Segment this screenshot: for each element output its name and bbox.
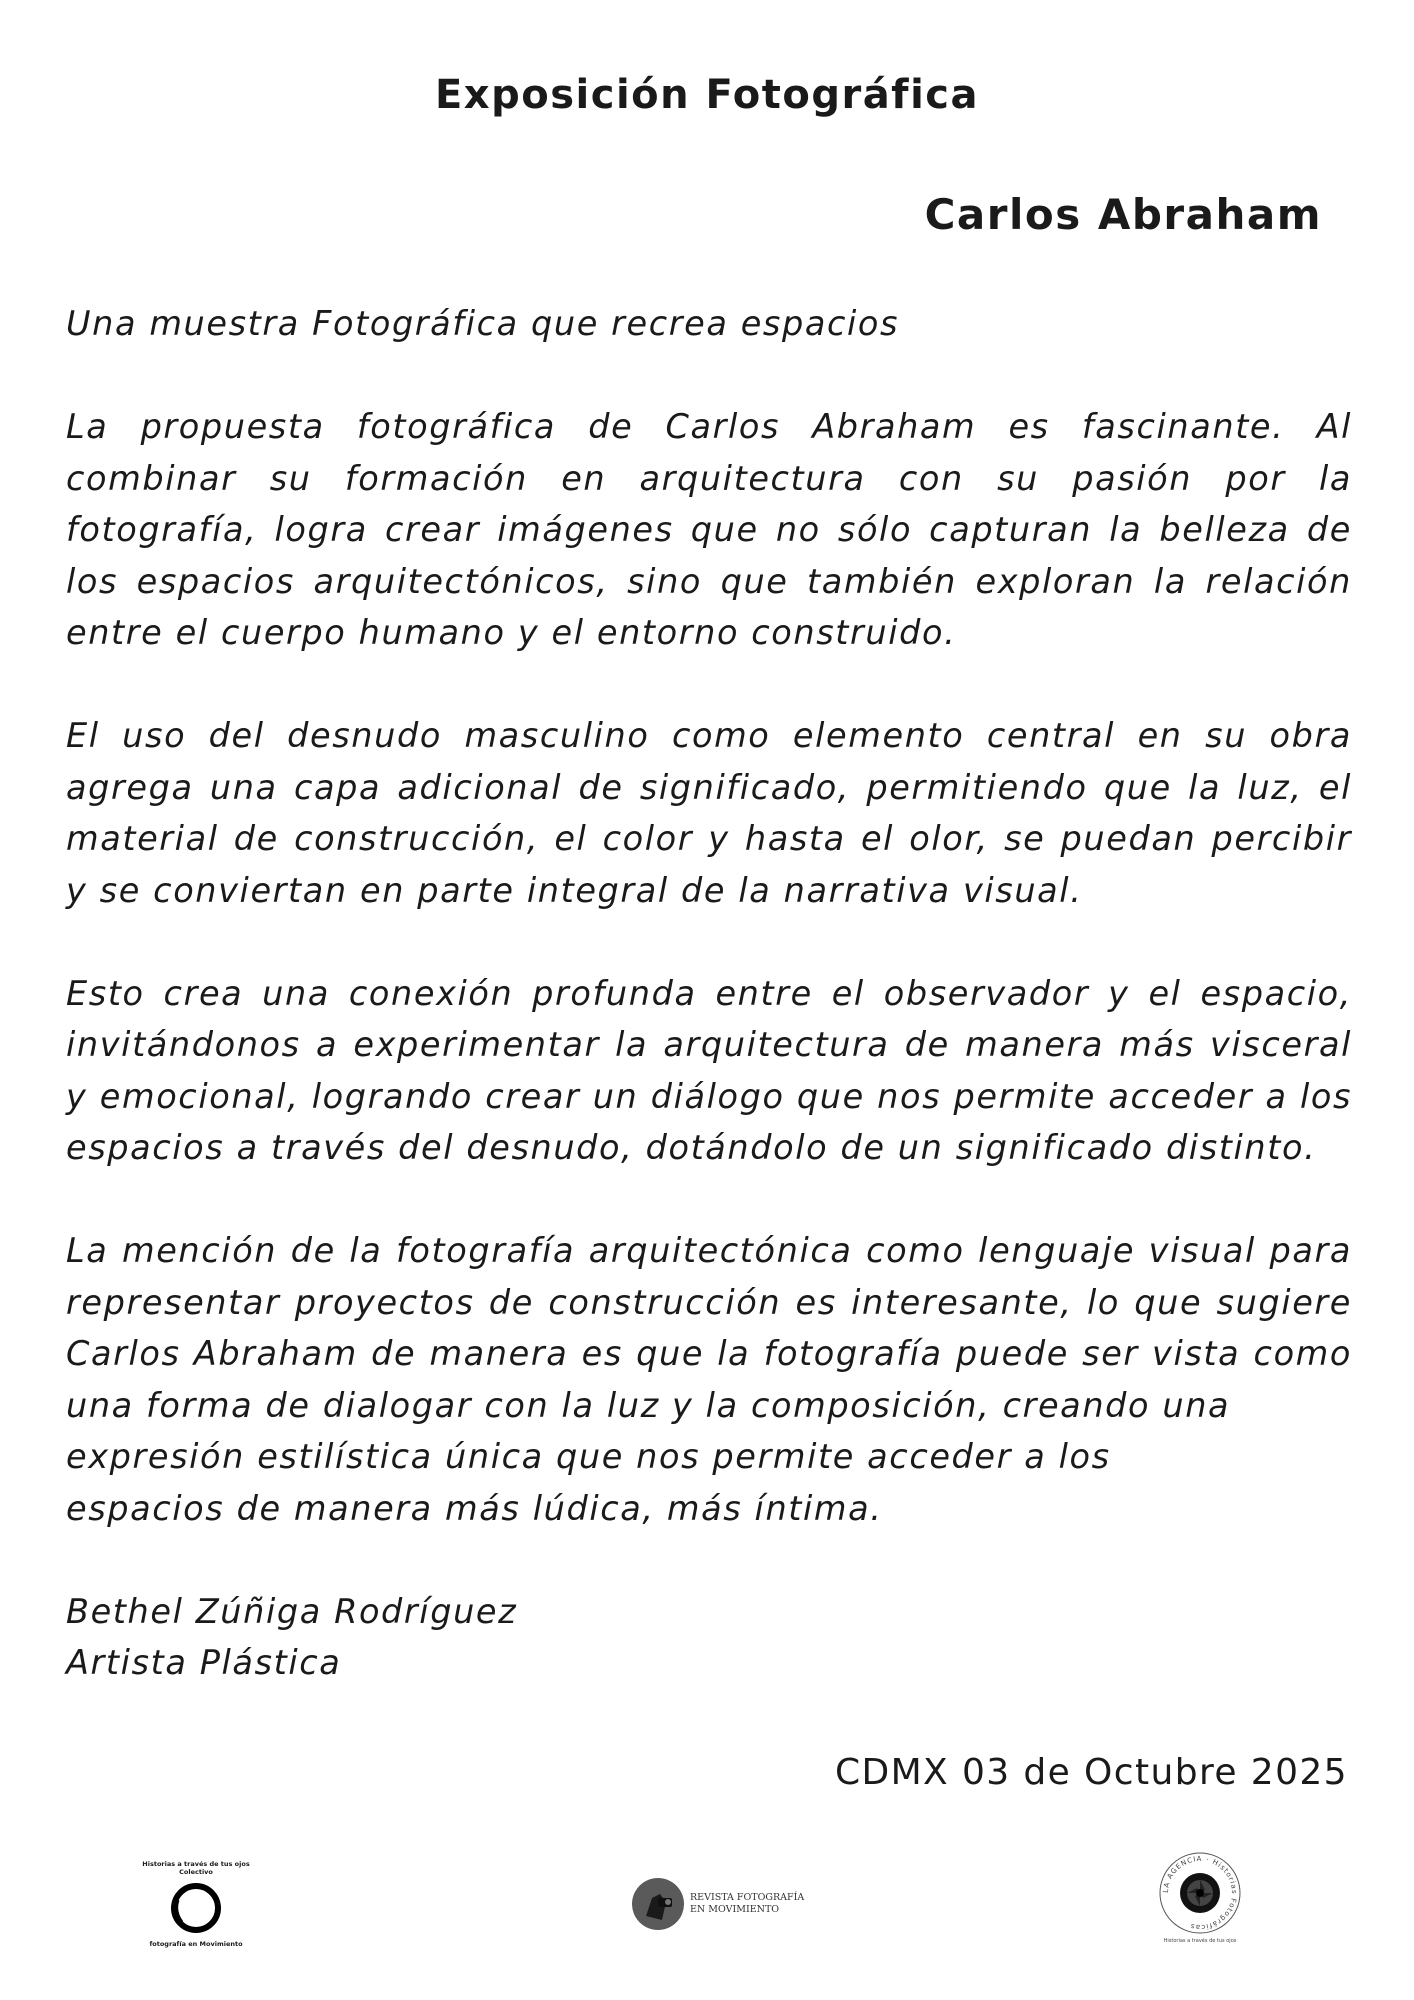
paragraph-2: El uso del desnudo masculino como elemento central en su obra agrega una capa adicional de significado, permitiendo que la luz, el material de construcción, el color y hasta el olor, se puedan percibir y se conviertan en parte integral de la narrativa visual.	[66, 716, 1352, 910]
logo-revista	[630, 1876, 804, 1932]
author-name: Carlos Abraham	[924, 190, 1322, 239]
paragraph-4	[66, 1225, 1352, 1534]
letter-body	[66, 298, 1352, 1689]
paragraph-4-line-3: espacios de manera más lúdica, más íntima.	[66, 1488, 883, 1528]
paragraph-4-main: La mención de la fotografía arquitectónica como lenguaje visual para representar proyectos de construcción es interesante, lo que sugiere Carlos Abraham de manera es que la fotografía puede ser vista como una forma de dialogar con la luz y la composición, creando una	[66, 1231, 1352, 1425]
paragraph-4-line-2: expresión estilística única que nos permite acceder a los	[66, 1437, 1111, 1476]
logo-revista-line-1: REVISTA FOTOGRAFÍA	[690, 1892, 805, 1903]
paragraph-3: Esto crea una conexión profunda entre el observador y el espacio, invitándonos a experimentar la arquitectura de manera más visceral y emocional, logrando crear un diálogo que nos permite acceder a los espacios a través del desnudo, dotándolo de un significado distinto.	[66, 973, 1352, 1167]
signature-block	[66, 1586, 1352, 1689]
signature-role: Artista Plástica	[66, 1643, 342, 1682]
ring-icon	[168, 1880, 224, 1936]
logo-agencia	[1150, 1850, 1250, 1944]
logo-agencia-ring-text: LA AGENCIA · Historias Fotográficas	[1161, 1854, 1239, 1932]
date-line: CDMX 03 de Octubre 2025	[834, 1752, 1348, 1793]
logo-colectivo-bottom-text: fotografía en Movimiento	[149, 1940, 243, 1948]
page-title: Exposición Fotográfica	[434, 72, 979, 118]
intro-line: Una muestra Fotográfica que recrea espacios	[66, 304, 900, 343]
camera-figure-icon	[630, 1876, 686, 1932]
logo-colectivo-top-text: Historias a través de tus ojos Colectivo	[142, 1860, 250, 1876]
aperture-icon	[1157, 1850, 1243, 1936]
logo-agencia-bottom-text: Historias a través de tus ojos	[1163, 1938, 1237, 1944]
signature-name: Bethel Zúñiga Rodríguez	[66, 1591, 518, 1631]
paragraph-1: La propuesta fotográfica de Carlos Abraham es fascinante. Al combinar su formación en arquitectura con su pasión por la fotografía, logra crear imágenes que no sólo capturan la belleza de los espacios arquitectónicos, sino que también exploran la relación entre el cuerpo humano y el entorno construido.	[66, 407, 1352, 652]
logo-colectivo	[140, 1860, 252, 1948]
logo-revista-line-2: EN MOVIMIENTO	[690, 1904, 780, 1915]
